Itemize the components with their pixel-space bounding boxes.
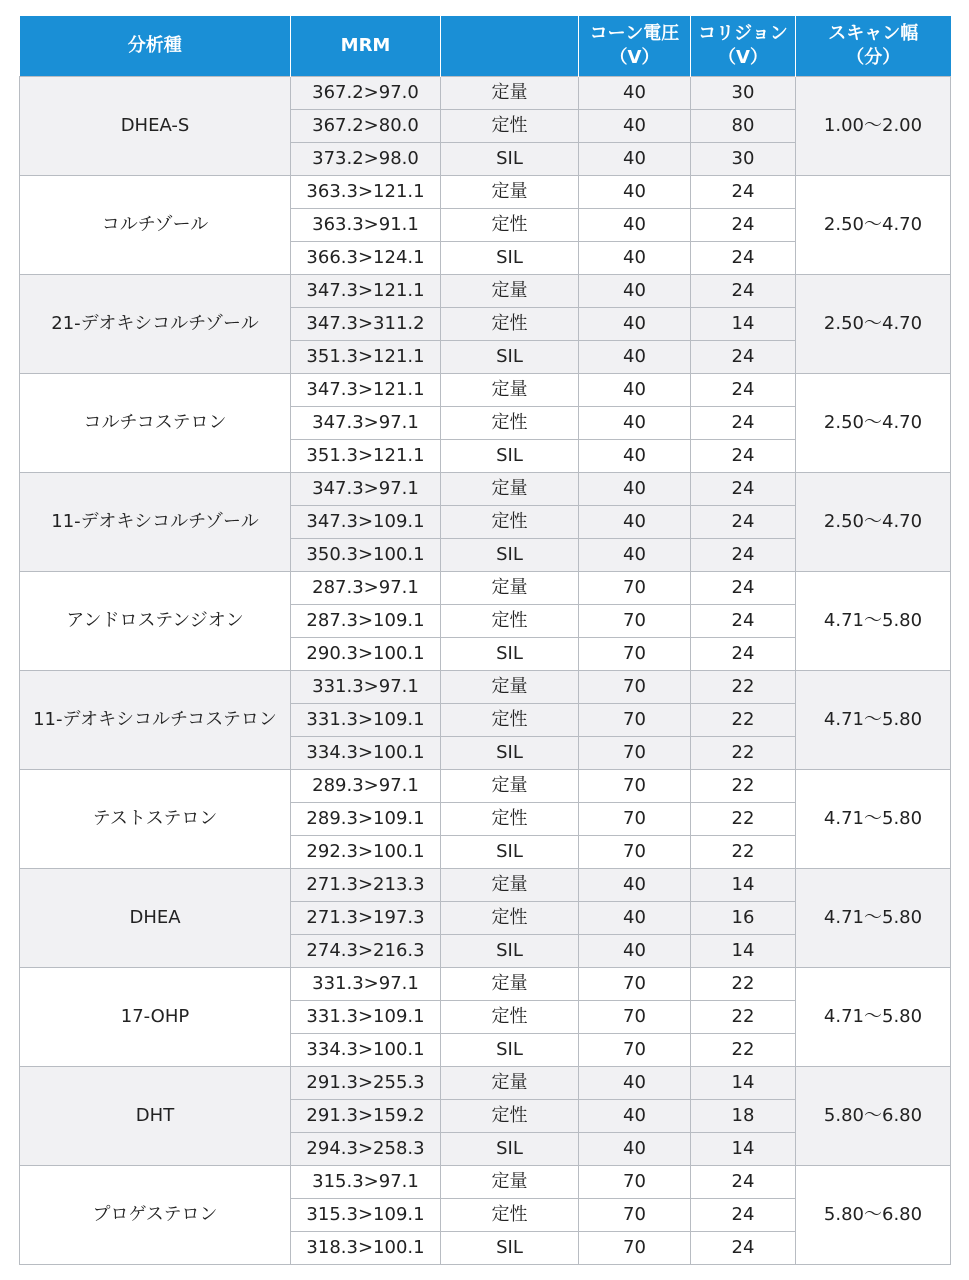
cone-voltage-cell: 70 (579, 605, 691, 638)
table-row (20, 1067, 951, 1100)
header-cone-line1: コーン電圧 (589, 23, 680, 44)
type-cell: 定性 (441, 407, 579, 440)
cone-voltage-cell: 40 (579, 407, 691, 440)
table-row (20, 968, 951, 1001)
collision-cell: 14 (691, 935, 796, 968)
analyte-cell: コルチコステロン (20, 374, 291, 473)
mrm-cell: 271.3>213.3 (291, 869, 441, 902)
collision-cell: 24 (691, 572, 796, 605)
scan-window-cell: 4.71～5.80 (796, 671, 951, 770)
table-row (20, 77, 951, 110)
collision-cell: 14 (691, 1133, 796, 1166)
table-row (20, 770, 951, 803)
collision-cell: 14 (691, 1067, 796, 1100)
type-cell: 定量 (441, 869, 579, 902)
mrm-cell: 347.3>121.1 (291, 374, 441, 407)
type-cell: 定性 (441, 110, 579, 143)
cone-voltage-cell: 70 (579, 572, 691, 605)
mrm-cell: 351.3>121.1 (291, 341, 441, 374)
collision-cell: 14 (691, 308, 796, 341)
analyte-cell: 11-デオキシコルチゾール (20, 473, 291, 572)
mrm-cell: 315.3>97.1 (291, 1166, 441, 1199)
cone-voltage-cell: 40 (579, 869, 691, 902)
cone-voltage-cell: 40 (579, 440, 691, 473)
header-mrm: MRM (291, 16, 441, 77)
type-cell: 定量 (441, 374, 579, 407)
analyte-cell: コルチゾール (20, 176, 291, 275)
type-cell: SIL (441, 242, 579, 275)
analyte-cell: DHEA (20, 869, 291, 968)
collision-cell: 24 (691, 242, 796, 275)
mrm-cell: 350.3>100.1 (291, 539, 441, 572)
cone-voltage-cell: 70 (579, 1232, 691, 1265)
cone-voltage-cell: 40 (579, 275, 691, 308)
type-cell: SIL (441, 143, 579, 176)
cone-voltage-cell: 70 (579, 803, 691, 836)
mrm-cell: 363.3>91.1 (291, 209, 441, 242)
collision-cell: 18 (691, 1100, 796, 1133)
type-cell: 定性 (441, 1100, 579, 1133)
table-row (20, 869, 951, 902)
type-cell: SIL (441, 539, 579, 572)
table-row (20, 671, 951, 704)
mrm-cell: 292.3>100.1 (291, 836, 441, 869)
type-cell: 定量 (441, 968, 579, 1001)
cone-voltage-cell: 70 (579, 737, 691, 770)
type-cell: SIL (441, 440, 579, 473)
mrm-cell: 289.3>97.1 (291, 770, 441, 803)
cone-voltage-cell: 70 (579, 1166, 691, 1199)
header-scan-line2: （分） (846, 47, 901, 68)
cone-voltage-cell: 40 (579, 1100, 691, 1133)
mrm-cell: 315.3>109.1 (291, 1199, 441, 1232)
mrm-cell: 291.3>255.3 (291, 1067, 441, 1100)
header-scan-window (796, 16, 951, 77)
type-cell: SIL (441, 1133, 579, 1166)
cone-voltage-cell: 40 (579, 539, 691, 572)
collision-cell: 24 (691, 1232, 796, 1265)
analyte-cell: テストステロン (20, 770, 291, 869)
cone-voltage-cell: 40 (579, 308, 691, 341)
collision-cell: 22 (691, 836, 796, 869)
table-header (20, 16, 951, 77)
cone-voltage-cell: 40 (579, 176, 691, 209)
header-collision-line1: コリジョン (698, 23, 788, 44)
mrm-cell: 363.3>121.1 (291, 176, 441, 209)
collision-cell: 24 (691, 1166, 796, 1199)
cone-voltage-cell: 40 (579, 935, 691, 968)
collision-cell: 24 (691, 473, 796, 506)
mrm-cell: 347.3>121.1 (291, 275, 441, 308)
analyte-cell: プロゲステロン (20, 1166, 291, 1265)
cone-voltage-cell: 40 (579, 1067, 691, 1100)
collision-cell: 24 (691, 638, 796, 671)
mrm-cell: 351.3>121.1 (291, 440, 441, 473)
type-cell: SIL (441, 1034, 579, 1067)
mrm-cell: 331.3>109.1 (291, 704, 441, 737)
mrm-cell: 287.3>97.1 (291, 572, 441, 605)
mrm-cell: 334.3>100.1 (291, 737, 441, 770)
header-collision (691, 16, 796, 77)
mrm-cell: 290.3>100.1 (291, 638, 441, 671)
collision-cell: 22 (691, 671, 796, 704)
collision-cell: 24 (691, 539, 796, 572)
mrm-cell: 373.2>98.0 (291, 143, 441, 176)
type-cell: 定量 (441, 1067, 579, 1100)
type-cell: 定性 (441, 704, 579, 737)
mrm-cell: 334.3>100.1 (291, 1034, 441, 1067)
mrm-cell: 294.3>258.3 (291, 1133, 441, 1166)
type-cell: 定性 (441, 1199, 579, 1232)
collision-cell: 80 (691, 110, 796, 143)
mrm-cell: 347.3>109.1 (291, 506, 441, 539)
mrm-cell: 318.3>100.1 (291, 1232, 441, 1265)
type-cell: SIL (441, 638, 579, 671)
mrm-cell: 367.2>97.0 (291, 77, 441, 110)
type-cell: 定性 (441, 902, 579, 935)
mrm-cell: 274.3>216.3 (291, 935, 441, 968)
type-cell: 定量 (441, 275, 579, 308)
cone-voltage-cell: 40 (579, 506, 691, 539)
cone-voltage-cell: 70 (579, 1199, 691, 1232)
collision-cell: 24 (691, 209, 796, 242)
type-cell: 定性 (441, 308, 579, 341)
mrm-cell: 331.3>97.1 (291, 671, 441, 704)
type-cell: 定量 (441, 473, 579, 506)
type-cell: 定性 (441, 605, 579, 638)
cone-voltage-cell: 40 (579, 374, 691, 407)
collision-cell: 22 (691, 770, 796, 803)
collision-cell: 22 (691, 803, 796, 836)
mrm-cell: 347.3>311.2 (291, 308, 441, 341)
header-scan-line1: スキャン幅 (828, 23, 919, 44)
type-cell: 定量 (441, 77, 579, 110)
scan-window-cell: 2.50～4.70 (796, 374, 951, 473)
type-cell: 定性 (441, 1001, 579, 1034)
collision-cell: 24 (691, 341, 796, 374)
scan-window-cell: 2.50～4.70 (796, 275, 951, 374)
type-cell: 定量 (441, 671, 579, 704)
mrm-cell: 367.2>80.0 (291, 110, 441, 143)
collision-cell: 24 (691, 275, 796, 308)
collision-cell: 22 (691, 1034, 796, 1067)
cone-voltage-cell: 40 (579, 902, 691, 935)
table-row (20, 374, 951, 407)
mrm-table-container (19, 16, 950, 1265)
cone-voltage-cell: 40 (579, 242, 691, 275)
collision-cell: 24 (691, 506, 796, 539)
scan-window-cell: 4.71～5.80 (796, 770, 951, 869)
scan-window-cell: 4.71～5.80 (796, 869, 951, 968)
scan-window-cell: 2.50～4.70 (796, 176, 951, 275)
cone-voltage-cell: 40 (579, 1133, 691, 1166)
collision-cell: 24 (691, 1199, 796, 1232)
type-cell: 定量 (441, 1166, 579, 1199)
cone-voltage-cell: 40 (579, 473, 691, 506)
header-collision-line2: （V） (718, 47, 768, 68)
scan-window-cell: 1.00～2.00 (796, 77, 951, 176)
collision-cell: 24 (691, 374, 796, 407)
cone-voltage-cell: 70 (579, 671, 691, 704)
mrm-cell: 287.3>109.1 (291, 605, 441, 638)
table-row (20, 473, 951, 506)
collision-cell: 30 (691, 143, 796, 176)
type-cell: SIL (441, 935, 579, 968)
mrm-cell: 289.3>109.1 (291, 803, 441, 836)
mrm-cell: 366.3>124.1 (291, 242, 441, 275)
collision-cell: 24 (691, 407, 796, 440)
header-row (20, 16, 951, 77)
collision-cell: 30 (691, 77, 796, 110)
type-cell: SIL (441, 1232, 579, 1265)
scan-window-cell: 5.80～6.80 (796, 1166, 951, 1265)
collision-cell: 24 (691, 440, 796, 473)
analyte-cell: アンドロステンジオン (20, 572, 291, 671)
type-cell: SIL (441, 836, 579, 869)
header-cone-voltage (579, 16, 691, 77)
scan-window-cell: 2.50～4.70 (796, 473, 951, 572)
cone-voltage-cell: 70 (579, 836, 691, 869)
collision-cell: 22 (691, 704, 796, 737)
scan-window-cell: 4.71～5.80 (796, 968, 951, 1067)
collision-cell: 16 (691, 902, 796, 935)
header-analyte: 分析種 (20, 16, 291, 77)
mrm-cell: 347.3>97.1 (291, 407, 441, 440)
analyte-cell: 17-OHP (20, 968, 291, 1067)
cone-voltage-cell: 40 (579, 341, 691, 374)
table-row (20, 275, 951, 308)
collision-cell: 24 (691, 605, 796, 638)
cone-voltage-cell: 40 (579, 110, 691, 143)
type-cell: SIL (441, 341, 579, 374)
type-cell: 定性 (441, 803, 579, 836)
analyte-cell: DHEA-S (20, 77, 291, 176)
header-type (441, 16, 579, 77)
type-cell: 定量 (441, 176, 579, 209)
mrm-parameters-table (19, 16, 951, 1265)
table-body (20, 77, 951, 1265)
collision-cell: 14 (691, 869, 796, 902)
type-cell: 定量 (441, 572, 579, 605)
type-cell: 定性 (441, 506, 579, 539)
analyte-cell: 21-デオキシコルチゾール (20, 275, 291, 374)
table-row (20, 1166, 951, 1199)
collision-cell: 22 (691, 1001, 796, 1034)
mrm-cell: 291.3>159.2 (291, 1100, 441, 1133)
collision-cell: 24 (691, 176, 796, 209)
cone-voltage-cell: 70 (579, 638, 691, 671)
cone-voltage-cell: 70 (579, 770, 691, 803)
collision-cell: 22 (691, 737, 796, 770)
collision-cell: 22 (691, 968, 796, 1001)
table-row (20, 176, 951, 209)
type-cell: 定量 (441, 770, 579, 803)
scan-window-cell: 4.71～5.80 (796, 572, 951, 671)
scan-window-cell: 5.80～6.80 (796, 1067, 951, 1166)
analyte-cell: 11-デオキシコルチコステロン (20, 671, 291, 770)
cone-voltage-cell: 70 (579, 704, 691, 737)
cone-voltage-cell: 70 (579, 1034, 691, 1067)
table-row (20, 572, 951, 605)
type-cell: SIL (441, 737, 579, 770)
mrm-cell: 331.3>97.1 (291, 968, 441, 1001)
cone-voltage-cell: 40 (579, 209, 691, 242)
type-cell: 定性 (441, 209, 579, 242)
analyte-cell: DHT (20, 1067, 291, 1166)
cone-voltage-cell: 40 (579, 77, 691, 110)
header-cone-line2: （V） (609, 47, 660, 68)
cone-voltage-cell: 70 (579, 968, 691, 1001)
cone-voltage-cell: 40 (579, 143, 691, 176)
mrm-cell: 347.3>97.1 (291, 473, 441, 506)
mrm-cell: 271.3>197.3 (291, 902, 441, 935)
mrm-cell: 331.3>109.1 (291, 1001, 441, 1034)
cone-voltage-cell: 70 (579, 1001, 691, 1034)
